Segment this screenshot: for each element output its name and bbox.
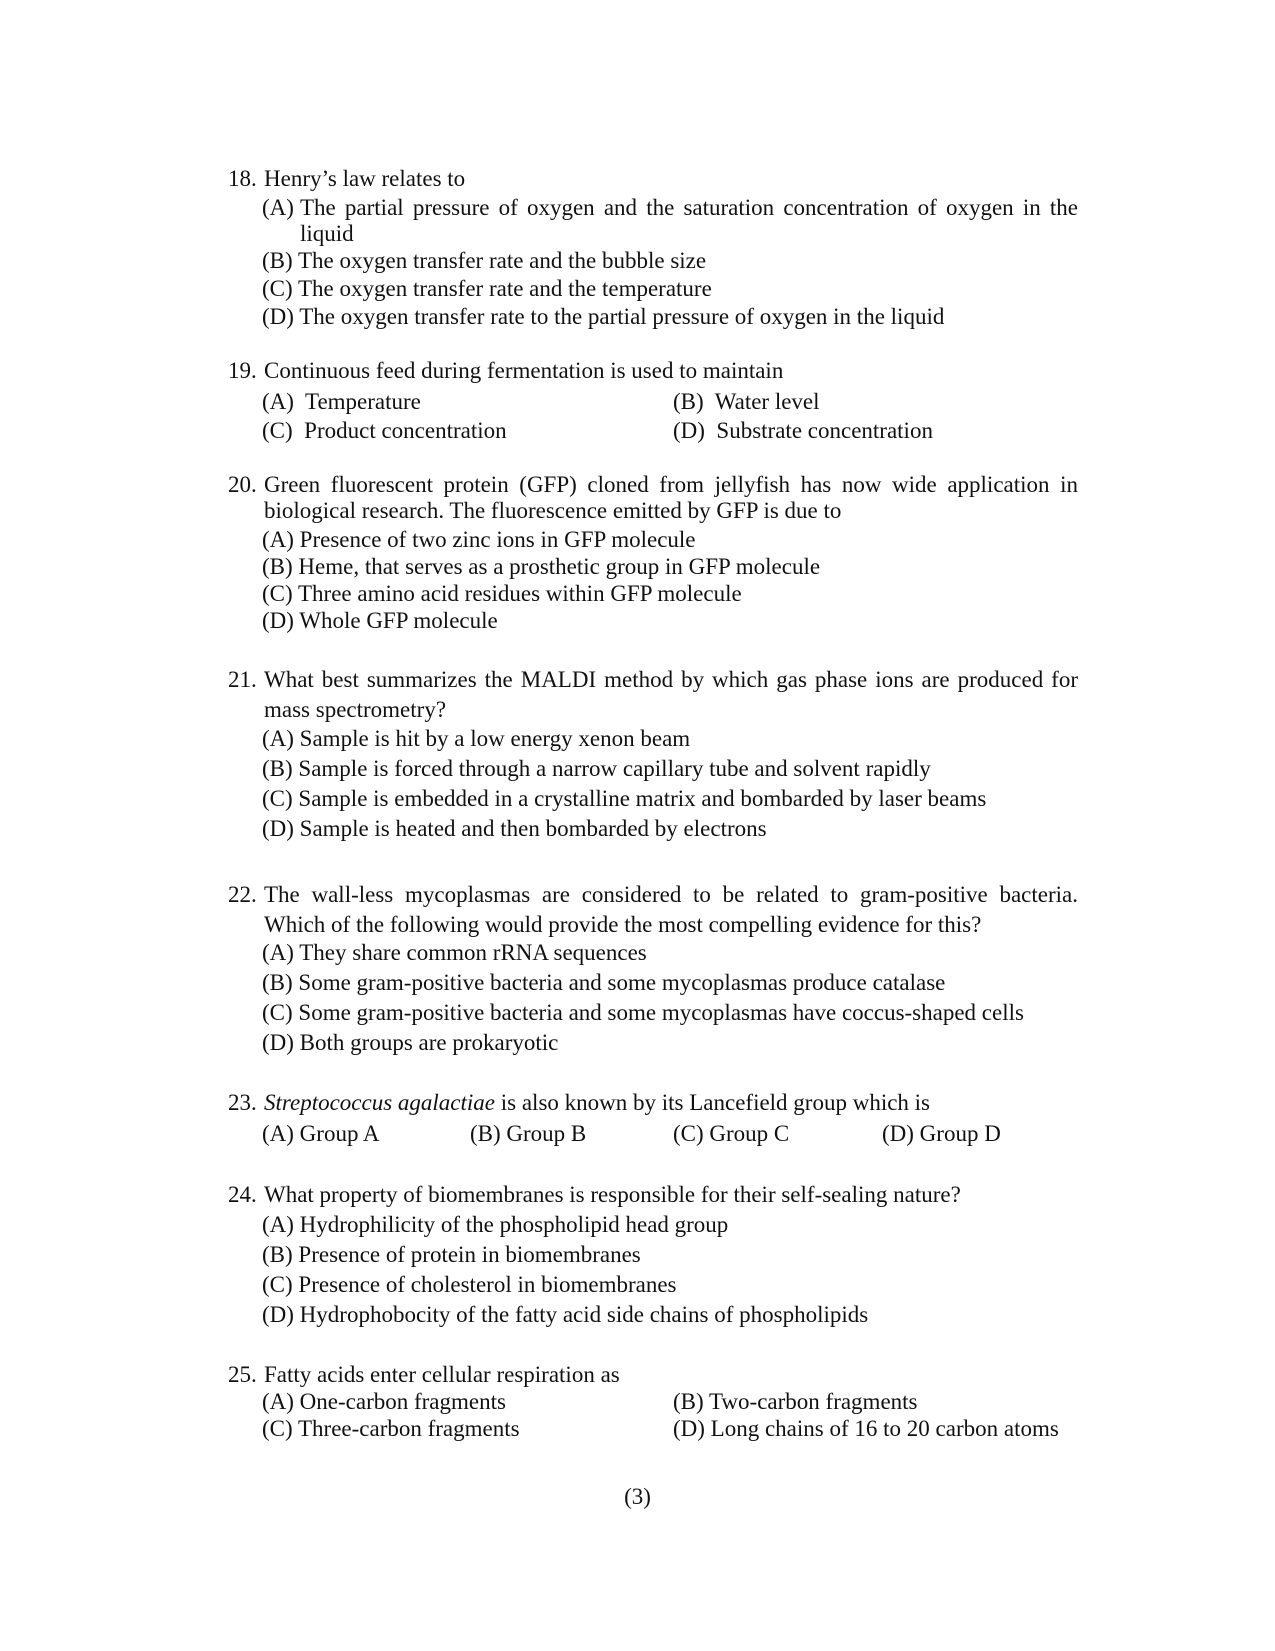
option-d: (D) The oxygen transfer rate to the partial pressure of oxygen in the liquid — [262, 304, 945, 329]
option-text: The partial pressure of oxygen and the saturation concentration of oxygen in the liquid — [300, 195, 1078, 246]
option-c: (C) Sample is embedded in a crystalline matrix and bombarded by laser beams — [262, 786, 987, 811]
question-stem — [228, 1362, 1078, 1388]
question-text: Henry’s law relates to — [264, 166, 466, 191]
page-number: (3) — [624, 1484, 651, 1509]
question-stem — [228, 166, 1078, 192]
question-stem — [228, 880, 1078, 940]
option-label: (A) — [262, 195, 294, 220]
question-24 — [228, 1182, 1078, 1208]
question-19 — [228, 358, 1078, 384]
option-d: (D) Long chains of 16 to 20 carbon atoms — [673, 1416, 1059, 1441]
option-c: (C) Some gram-positive bacteria and some mycoplasmas have coccus-shaped cells — [262, 1000, 1024, 1025]
question-stem — [228, 1090, 1078, 1116]
question-text: Continuous feed during fermentation is used to maintain — [264, 358, 784, 383]
question-text-rest: is also known by its Lancefield group which is — [495, 1090, 931, 1115]
option-a — [262, 195, 1078, 247]
question-text — [264, 1090, 1078, 1116]
option-c: (C) Group C — [673, 1121, 790, 1146]
option-a: (A) Temperature — [262, 389, 421, 414]
option-a: (A) Hydrophilicity of the phospholipid head group — [262, 1212, 729, 1237]
question-stem — [228, 472, 1078, 524]
option-a: (A) Group A — [262, 1121, 380, 1146]
question-text: What best summarizes the MALDI method by which gas phase ions are produced for mass spectrometry? — [264, 667, 1078, 722]
question-text: The wall-less mycoplasmas are considered to be related to gram-positive bacteria. Which of the following would provide the most compelling evidence for this? — [264, 882, 1078, 937]
question-text: Green fluorescent protein (GFP) cloned from jellyfish has now wide application in biological research. The fluorescence emitted by GFP is due to — [264, 472, 1078, 523]
question-stem — [228, 1182, 1078, 1208]
question-18 — [228, 166, 1078, 192]
option-b: (B) Water level — [673, 389, 820, 414]
option-b: (B) Some gram-positive bacteria and some mycoplasmas produce catalase — [262, 970, 946, 995]
option-b: (B) Presence of protein in biomembranes — [262, 1242, 641, 1267]
question-text: Fatty acids enter cellular respiration as — [264, 1362, 620, 1387]
option-b: (B) Sample is forced through a narrow capillary tube and solvent rapidly — [262, 756, 931, 781]
option-d: (D) Hydrophobocity of the fatty acid side chains of phospholipids — [262, 1302, 869, 1327]
question-22 — [228, 880, 1078, 940]
option-a: (A) Sample is hit by a low energy xenon beam — [262, 726, 691, 751]
option-d: (D) Sample is heated and then bombarded by electrons — [262, 816, 767, 841]
option-d: (D) Group D — [882, 1121, 1001, 1146]
question-number: 18. — [228, 166, 257, 191]
option-b: (B) The oxygen transfer rate and the bubble size — [262, 248, 707, 273]
option-c: (C) Three-carbon fragments — [262, 1416, 520, 1441]
question-25 — [228, 1362, 1078, 1388]
option-d: (D) Both groups are prokaryotic — [262, 1030, 559, 1055]
option-b: (B) Group B — [470, 1121, 587, 1146]
question-number: 22. — [228, 882, 257, 907]
option-d: (D) Substrate concentration — [673, 418, 933, 443]
question-number: 25. — [228, 1362, 257, 1387]
question-number: 23. — [228, 1090, 257, 1115]
option-c: (C) Three amino acid residues within GFP molecule — [262, 581, 742, 606]
option-a: (A) They share common rRNA sequences — [262, 940, 647, 965]
option-c: (C) Product concentration — [262, 418, 507, 443]
question-number: 24. — [228, 1182, 257, 1207]
question-number: 20. — [228, 472, 257, 497]
question-stem — [228, 665, 1078, 725]
species-name: Streptococcus agalactiae — [264, 1090, 495, 1115]
option-c: (C) Presence of cholesterol in biomembranes — [262, 1272, 677, 1297]
option-a: (A) One-carbon fragments — [262, 1389, 506, 1414]
option-a: (A) Presence of two zinc ions in GFP molecule — [262, 527, 696, 552]
question-23 — [228, 1090, 1078, 1116]
option-b: (B) Two-carbon fragments — [673, 1389, 918, 1414]
question-20 — [228, 472, 1078, 524]
question-text: What property of biomembranes is responsible for their self-sealing nature? — [264, 1182, 961, 1207]
option-c: (C) The oxygen transfer rate and the temperature — [262, 276, 712, 301]
option-b: (B) Heme, that serves as a prosthetic group in GFP molecule — [262, 554, 821, 579]
question-stem — [228, 358, 1078, 384]
question-number: 19. — [228, 358, 257, 383]
question-21 — [228, 665, 1078, 725]
question-number: 21. — [228, 667, 257, 692]
option-d: (D) Whole GFP molecule — [262, 608, 498, 633]
